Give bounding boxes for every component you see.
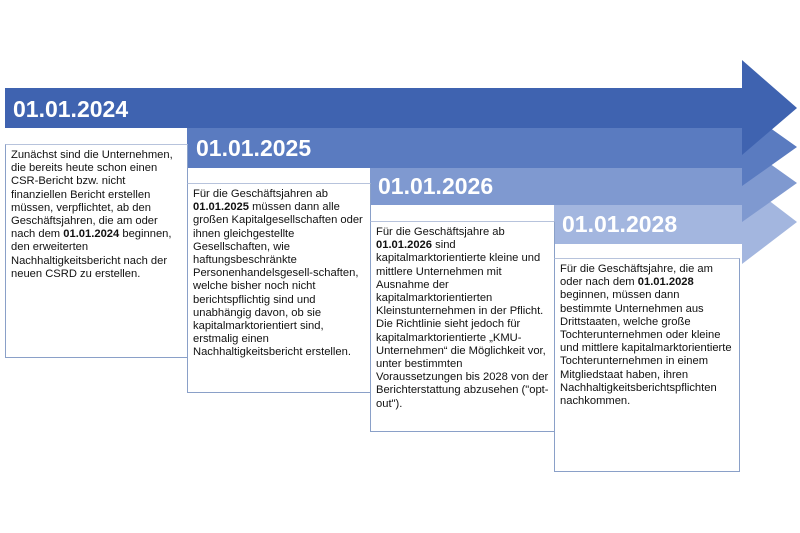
milestone-date-2026: 01.01.2026	[378, 173, 494, 199]
milestone-text-2026: Für die Geschäftsjahre ab 01.01.2026 sind kapitalmarktorientierte kleine und mittlere Unternehmen mit Ausnahme der kapitalmarktorientierten Kleinstunternehmen in der Pflicht. Die Richtlinie sieht jedoch für kapitalmarktorientierte „KMU-Unternehmen“ die Möglichkeit vor, unter bestimmten Voraussetzungen bis 2028 von der Berichterstattung abzusehen ("opt-out").	[376, 226, 549, 410]
milestone-box-2026	[370, 221, 555, 432]
milestone-box-2028	[554, 258, 740, 472]
milestone-date-2024: 01.01.2024	[13, 96, 129, 122]
milestone-date-2025: 01.01.2025	[196, 135, 312, 161]
milestone-text-2028: Für die Geschäftsjahre, die am oder nach dem 01.01.2028 beginnen, müssen dann bestimmte Unternehmen aus Drittstaaten, welche große Tochterunternehmen oder kleine und mittlere kapitalmarktorientierte Tochterunternehmen in einem Mitgliedstaat haben, ihren Nachhaltigkeitsberichtspflichten nachkommen.	[560, 263, 732, 408]
milestone-box-2024	[5, 144, 188, 358]
milestone-date-2028: 01.01.2028	[562, 211, 678, 237]
milestone-text-2024: Zunächst sind die Unternehmen, die bereits heute schon einen CSR-Bericht bzw. nicht finanziellen Bericht erstellen müssen, verpflichtet, ab den Geschäftsjahren, die am oder nach dem 01.01.2024 beginnen, den erweiterten Nachhaltigkeitsbericht nach der neuen CSRD zu erstellen.	[11, 149, 173, 280]
milestone-box-2025	[187, 183, 371, 393]
milestone-text-2025: Für die Geschäftsjahren ab 01.01.2025 müssen dann alle großen Kapitalgesellschaften oder ihnen gleichgestellte Gesellschaften, wie haftungsbeschränkte Personenhandelsgesell-schaften, welche bisher noch nicht berichtspflichtig sind und unabhängig davon, ob sie kapitalmarktorientiert sind, erstmalig einen Nachhaltigkeitsbericht erstellen.	[193, 188, 363, 359]
